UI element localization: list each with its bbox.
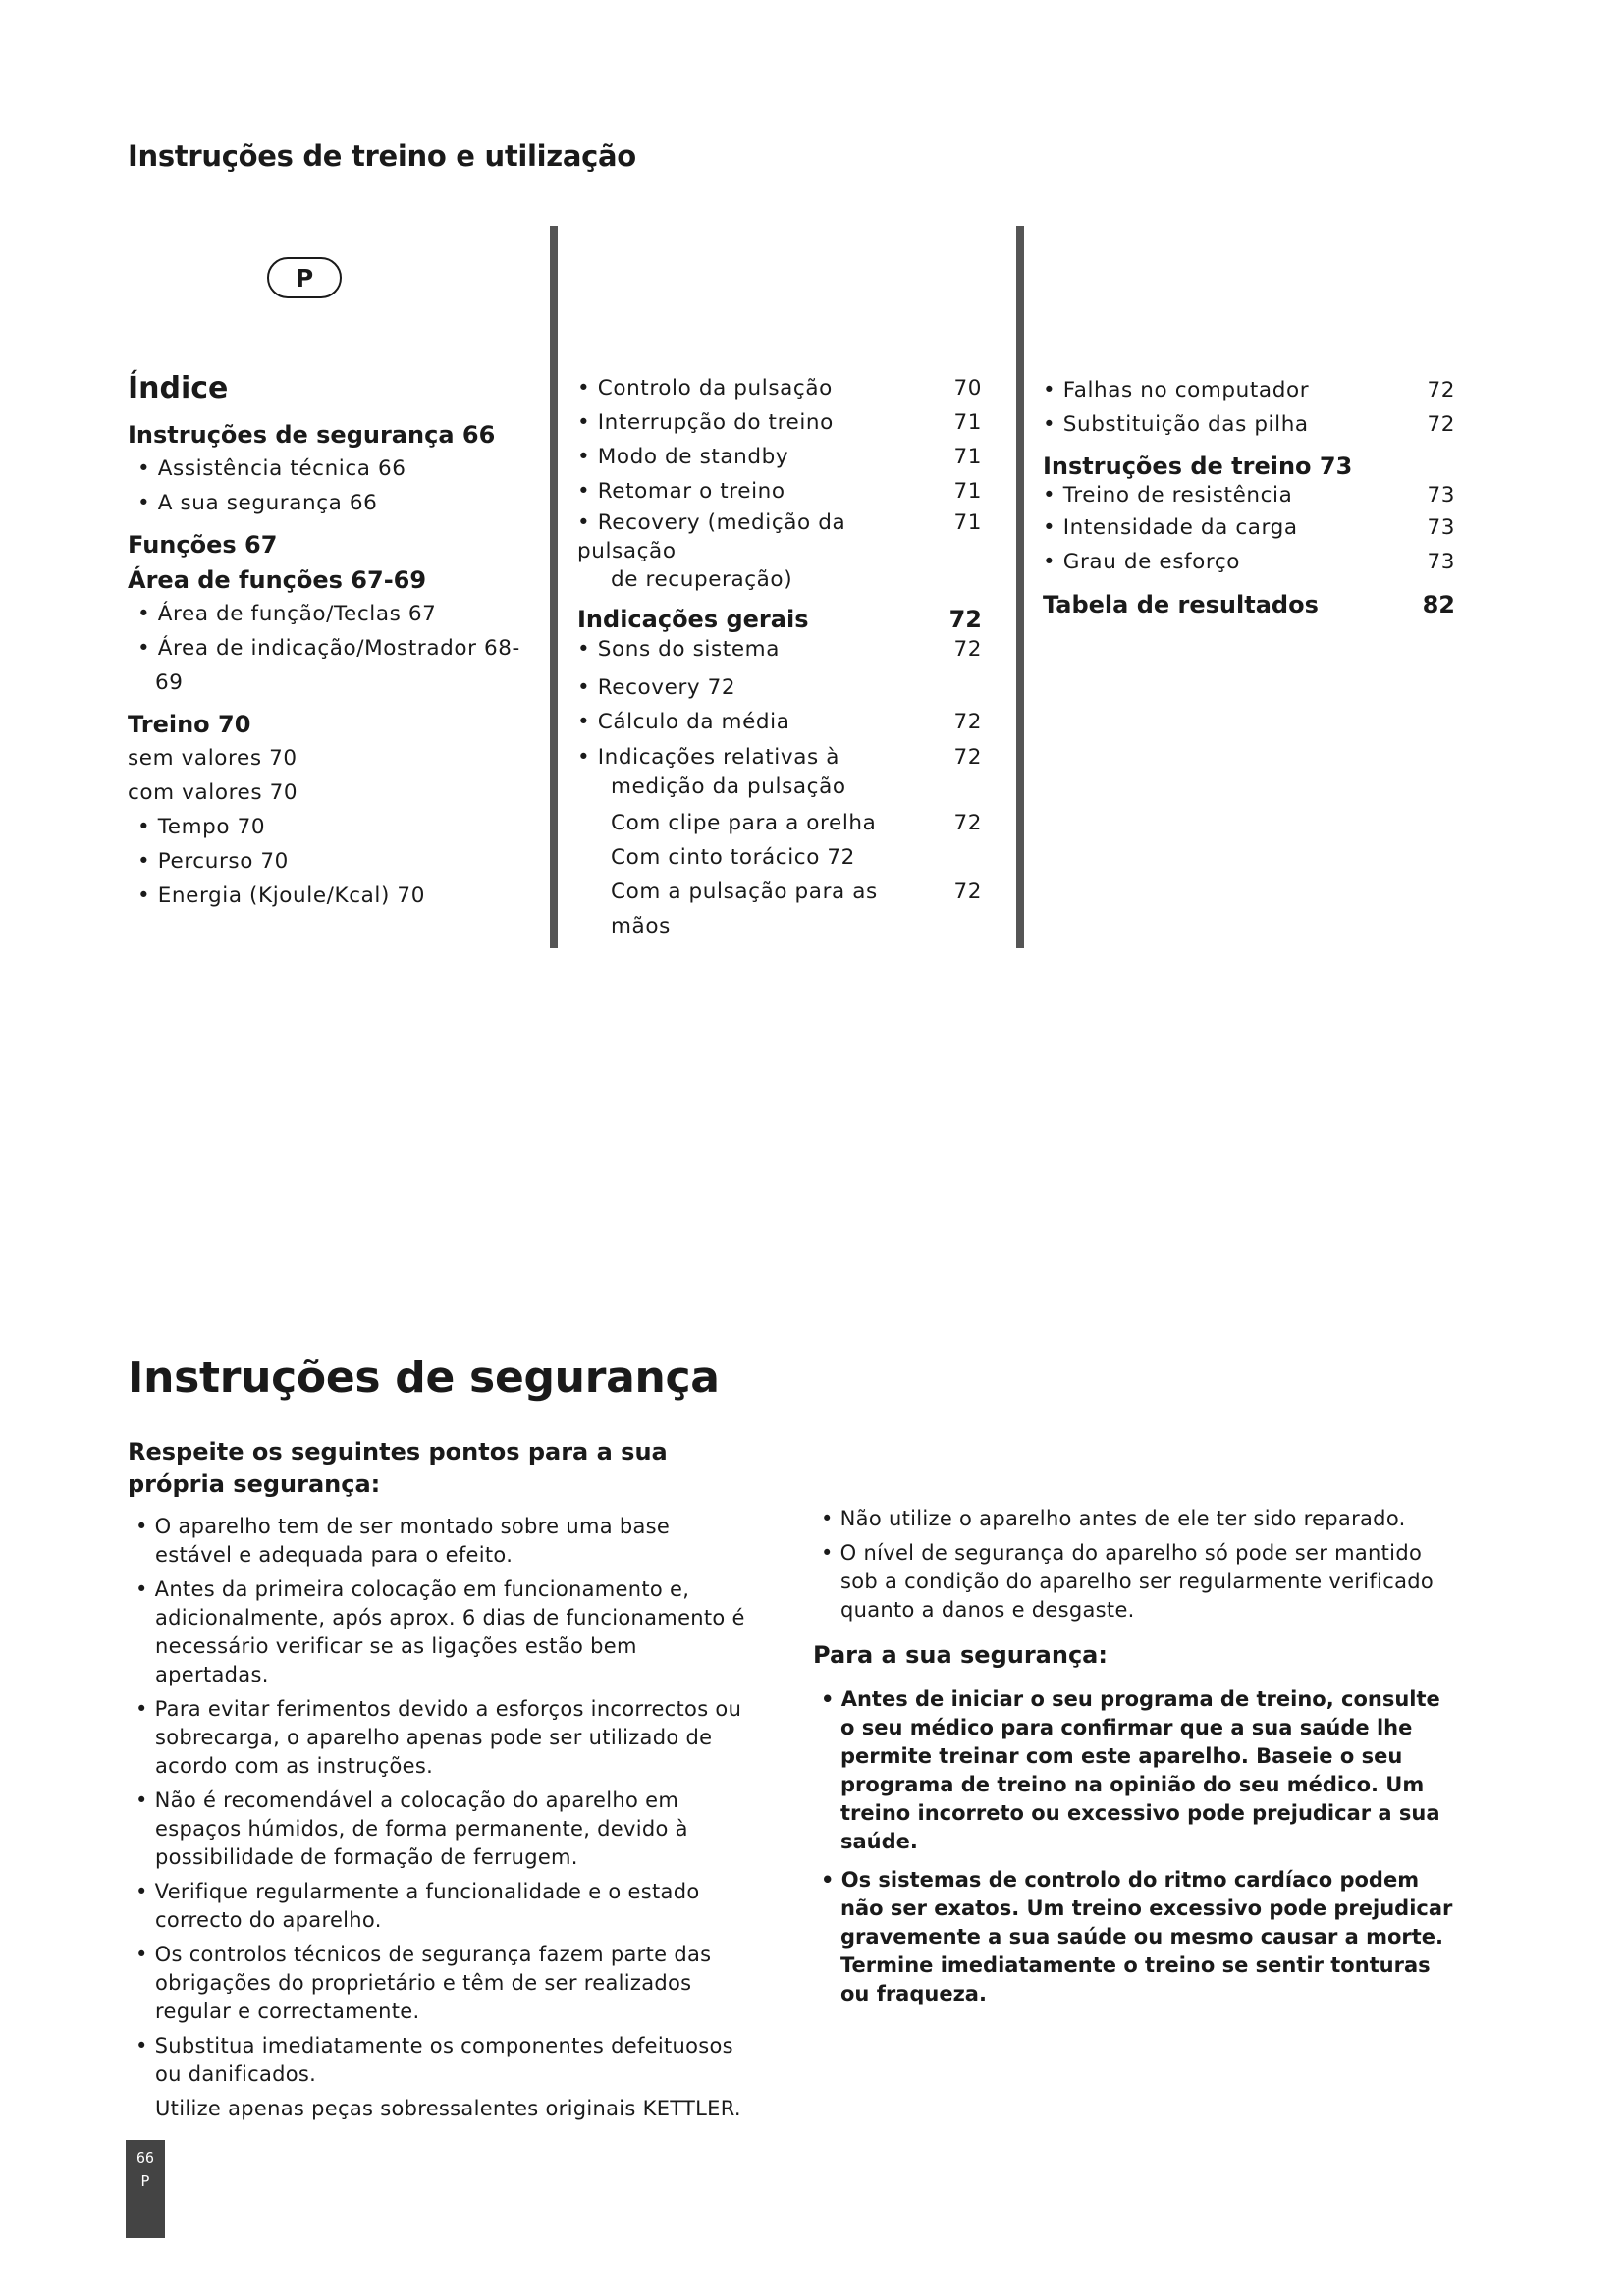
safety-bullet: • Não é recomendável a colocação do aparelho em espaços húmidos, de forma permanente, devido à possibilidade de formação de ferrugem. bbox=[135, 1789, 688, 1869]
document-header-title: Instruções de treino e utilização bbox=[128, 139, 636, 173]
toc-row bbox=[577, 705, 982, 739]
index-column-3 bbox=[1043, 373, 1455, 622]
toc-section-row bbox=[1043, 587, 1455, 622]
toc-row-label: • Treino de resistência bbox=[1043, 483, 1293, 507]
toc-item: • Área de indicação/Mostrador 68-69 bbox=[137, 636, 520, 695]
toc-plain-item: sem valores 70 bbox=[128, 746, 298, 771]
toc-row-label: • Interrupção do treino bbox=[577, 410, 834, 435]
toc-row bbox=[1043, 481, 1455, 510]
toc-row-continuation: de recuperação) bbox=[611, 567, 793, 592]
toc-row-page: 72 bbox=[953, 710, 982, 734]
toc-row-page: 72 bbox=[1427, 412, 1455, 437]
toc-row-label: • Recovery (medição da pulsação bbox=[577, 510, 846, 563]
index-column-2 bbox=[577, 371, 982, 943]
safety-bold-list bbox=[813, 1685, 1457, 2008]
toc-row-label: • Substituição das pilha bbox=[1043, 412, 1309, 437]
toc-row-page: 72 bbox=[953, 745, 982, 770]
toc-row-label: • Indicações relativas à bbox=[577, 745, 839, 770]
toc-row bbox=[577, 743, 982, 773]
toc-row bbox=[577, 474, 982, 508]
language-badge: P bbox=[267, 257, 342, 298]
toc-item: • Assistência técnica 66 bbox=[137, 456, 406, 481]
toc-row-label: • Falhas no computador bbox=[1043, 378, 1310, 402]
safety-list-right bbox=[813, 1505, 1457, 2014]
toc-row-label: • Cálculo da média bbox=[577, 710, 790, 734]
column-divider-1 bbox=[550, 226, 558, 948]
toc-section-title: Funções 67 bbox=[128, 531, 278, 559]
toc-section-title: Instruções de segurança 66 bbox=[128, 421, 496, 449]
toc-row-label: • Modo de standby bbox=[577, 445, 789, 469]
safety-list-left bbox=[128, 1513, 746, 2123]
toc-row-label: Com a pulsação para as mãos bbox=[611, 880, 878, 938]
toc-row bbox=[577, 670, 982, 705]
toc-row-page: 71 bbox=[953, 445, 982, 469]
safety-bullet: • Antes da primeira colocação em funcionamento e, adicionalmente, após aprox. 6 dias de funcionamento é necessário verificar se as ligações estão bem apertadas. bbox=[135, 1577, 745, 1686]
index-title: Índice bbox=[128, 371, 229, 405]
page-lang: P bbox=[140, 2172, 150, 2190]
toc-row-page: 70 bbox=[953, 376, 982, 400]
safety-bullet: • O aparelho tem de ser montado sobre uma base estável e adequada para o efeito. bbox=[135, 1515, 671, 1567]
toc-row bbox=[577, 508, 982, 565]
safety-bold-bullet: • Os sistemas de controlo do ritmo cardíaco podem não ser exatos. Um treino excessivo pode prejudicar gravemente a sua saúde ou mesmo causar a morte. Termine imediatamente o treino se sentir tonturas ou fraqueza. bbox=[821, 1868, 1453, 2005]
toc-item: • Percurso 70 bbox=[137, 849, 289, 874]
toc-row-page bbox=[972, 670, 982, 705]
toc-row-page: 71 bbox=[953, 479, 982, 504]
safety-bullet: • Não utilize o aparelho antes de ele ter sido reparado. bbox=[821, 1507, 1406, 1530]
toc-section-page: 72 bbox=[948, 606, 982, 633]
toc-plain-item: com valores 70 bbox=[128, 780, 298, 805]
toc-row-label: • Recovery 72 bbox=[577, 675, 736, 700]
safety-bullet: • Os controlos técnicos de segurança fazem parte das obrigações do proprietário e têm de ser realizados regular e correctamente. bbox=[135, 1943, 712, 2023]
toc-section-title: Treino 70 bbox=[128, 711, 251, 738]
safety-note: Utilize apenas peças sobressalentes originais KETTLER. bbox=[155, 2097, 741, 2120]
safety-bullet: • Para evitar ferimentos devido a esforços incorrectos ou sobrecarga, o aparelho apenas pode ser utilizado de acordo com as instruções. bbox=[135, 1697, 742, 1778]
toc-section-title: Instruções de treino 73 bbox=[1043, 453, 1353, 480]
toc-item: • Área de função/Teclas 67 bbox=[137, 602, 437, 626]
toc-item: • Tempo 70 bbox=[137, 815, 266, 839]
toc-row-label: Com clipe para a orelha bbox=[611, 811, 877, 835]
toc-row bbox=[1043, 510, 1455, 545]
toc-row bbox=[577, 405, 982, 440]
toc-item: • A sua segurança 66 bbox=[137, 491, 378, 515]
toc-subrow bbox=[577, 840, 982, 875]
toc-row-label: • Sons do sistema bbox=[577, 637, 780, 662]
toc-subrow bbox=[577, 806, 982, 840]
toc-section-page: 82 bbox=[1422, 591, 1455, 618]
toc-row-page: 73 bbox=[1427, 515, 1455, 540]
toc-subrow bbox=[577, 875, 982, 943]
toc-row bbox=[577, 637, 982, 663]
safety-bullet: • Substitua imediatamente os componentes defeituosos ou danificados. bbox=[135, 2034, 733, 2086]
safety-subtitle: Para a sua segurança: bbox=[813, 1641, 1108, 1669]
toc-row-page: 71 bbox=[953, 510, 982, 535]
page-number-tab bbox=[126, 2140, 165, 2238]
toc-row-page: 71 bbox=[953, 410, 982, 435]
toc-row-label: • Retomar o treino bbox=[577, 479, 785, 504]
toc-section-title: Tabela de resultados bbox=[1043, 591, 1319, 618]
toc-row-label: • Grau de esforço bbox=[1043, 550, 1241, 574]
toc-row-label: • Controlo da pulsação bbox=[577, 376, 833, 400]
toc-row-page: 72 bbox=[953, 811, 982, 835]
safety-bold-bullet: • Antes de iniciar o seu programa de treino, consulte o seu médico para confirmar que a sua saúde lhe permite treinar com este aparelho. Baseie o seu programa de treino na opinião do seu médico. Um treino incorreto ou excessivo pode prejudicar a sua saúde. bbox=[821, 1687, 1440, 1853]
safety-title: Instruções de segurança bbox=[128, 1353, 720, 1403]
toc-row bbox=[577, 371, 982, 405]
toc-row-page: 73 bbox=[1427, 483, 1455, 507]
toc-row-page bbox=[972, 840, 982, 875]
index-column-1 bbox=[128, 367, 540, 913]
toc-section-title: Indicações gerais bbox=[577, 606, 809, 633]
safety-intro: Respeite os seguintes pontos para a sua própria segurança: bbox=[128, 1438, 668, 1498]
toc-row-page: 73 bbox=[1427, 550, 1455, 574]
toc-section-row bbox=[577, 602, 982, 637]
safety-bullet: • Verifique regularmente a funcionalidade e o estado correcto do aparelho. bbox=[135, 1880, 700, 1932]
toc-row-page: 72 bbox=[1427, 378, 1455, 402]
toc-row bbox=[1043, 373, 1455, 407]
toc-row bbox=[577, 440, 982, 474]
page-number: 66 bbox=[135, 2149, 155, 2166]
toc-section-title: Área de funções 67-69 bbox=[128, 566, 427, 594]
toc-row bbox=[1043, 545, 1455, 579]
toc-item: • Energia (Kjoule/Kcal) 70 bbox=[137, 883, 425, 908]
toc-row-continuation: medição da pulsação bbox=[611, 774, 846, 799]
toc-row-label: • Intensidade da carga bbox=[1043, 515, 1298, 540]
column-divider-2 bbox=[1016, 226, 1024, 948]
toc-row-page: 72 bbox=[953, 637, 982, 662]
toc-row-page: 72 bbox=[953, 880, 982, 904]
safety-bullet: • O nível de segurança do aparelho só pode ser mantido sob a condição do aparelho ser regularmente verificado quanto a danos e desgaste. bbox=[821, 1541, 1435, 1622]
toc-row bbox=[1043, 407, 1455, 442]
toc-row-label: Com cinto torácico 72 bbox=[611, 845, 855, 870]
